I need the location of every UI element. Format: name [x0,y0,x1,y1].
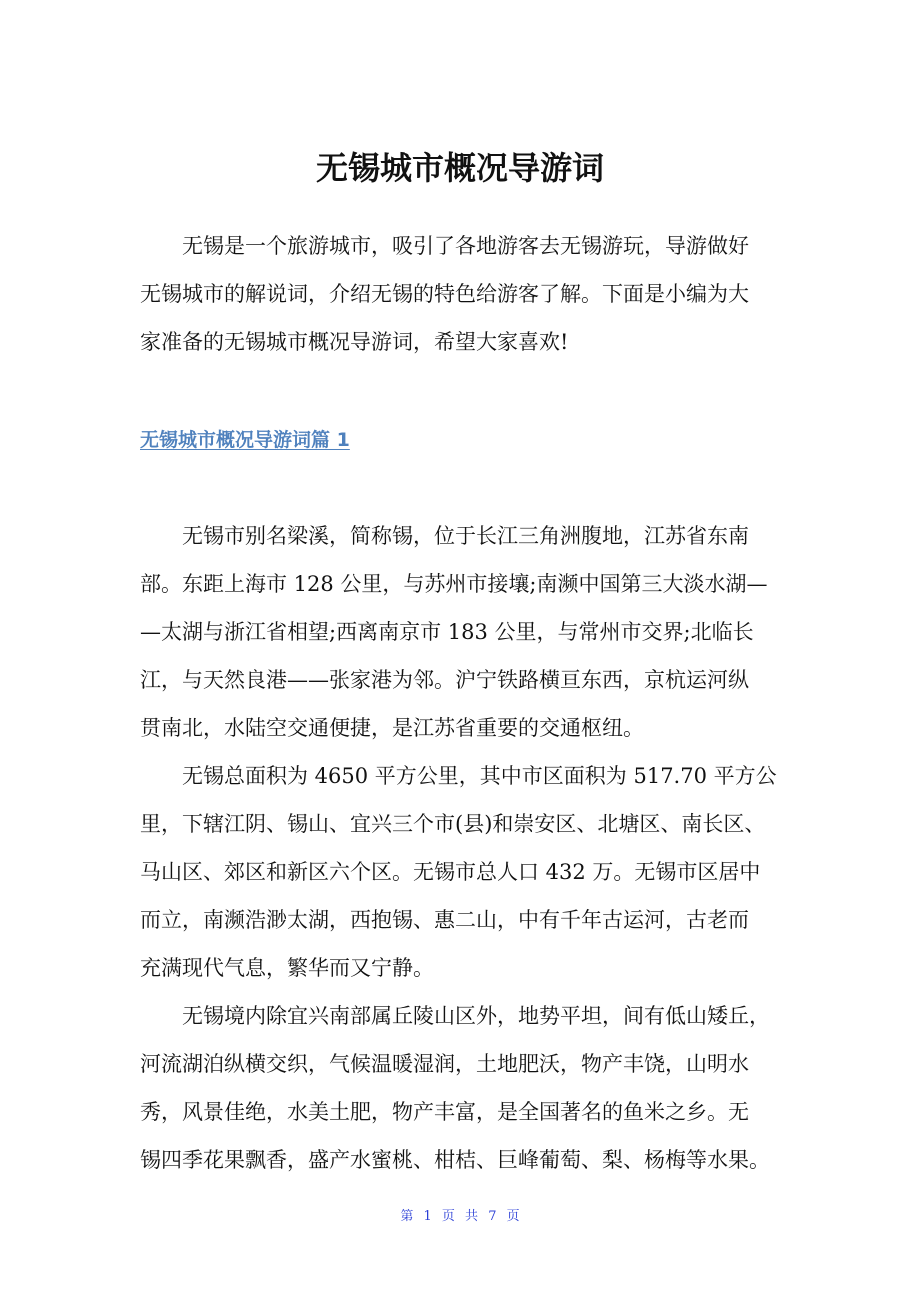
text-line: 无锡总面积为 4650 平方公里，其中市区面积为 517.70 平方公 [182,764,777,788]
text-line: 里，下辖江阴、锡山、宜兴三个市(县)和崇安区、北塘区、南长区、 [140,812,766,836]
text-line: 无锡城市的解说词，介绍无锡的特色给游客了解。下面是小编为大 [140,282,749,306]
body-paragraph-3 [140,992,790,1184]
text-line: 无锡是一个旅游城市，吸引了各地游客去无锡游玩，导游做好 [182,234,749,258]
text-line: 河流湖泊纵横交织，气候温暖湿润，土地肥沃，物产丰饶，山明水 [140,1052,749,1076]
page-number-footer: 第 1 页 共 7 页 [400,1209,520,1224]
text-line: 无锡市别名梁溪，简称锡，位于长江三角洲腹地，江苏省东南 [182,524,749,548]
text-line: 贯南北，水陆空交通便捷，是江苏省重要的交通枢纽。 [140,716,644,740]
text-line: 江，与天然良港——张家港为邻。沪宁铁路横亘东西，京杭运河纵 [140,668,749,692]
text-line: —太湖与浙江省相望;西离南京市 183 公里，与常州市交界;北临长 [140,620,754,644]
text-line: 马山区、郊区和新区六个区。无锡市总人口 432 万。无锡市区居中 [140,860,761,884]
text-line: 锡四季花果飘香，盛产水蜜桃、柑桔、巨峰葡萄、梨、杨梅等水果。 [140,1148,770,1172]
body-paragraph-2 [140,752,790,992]
text-line: 充满现代气息，繁华而又宁静。 [140,956,434,980]
text-line: 部。东距上海市 128 公里，与苏州市接壤;南濒中国第三大淡水湖— [140,572,768,596]
text-line: 秀，风景佳绝，水美土肥，物产丰富，是全国著名的鱼米之乡。无 [140,1100,749,1124]
body-paragraph-1 [140,512,790,752]
document-title: 无锡城市概况导游词 [315,149,604,187]
text-line: 无锡境内除宜兴南部属丘陵山区外，地势平坦，间有低山矮丘， [182,1004,770,1028]
section-heading-link[interactable]: 无锡城市概况导游词篇 1 [140,429,350,451]
text-line: 而立，南濒浩渺太湖，西抱锡、惠二山，中有千年古运河，古老而 [140,908,749,932]
text-line: 家准备的无锡城市概况导游词，希望大家喜欢! [140,330,569,354]
intro-paragraph [140,222,790,366]
